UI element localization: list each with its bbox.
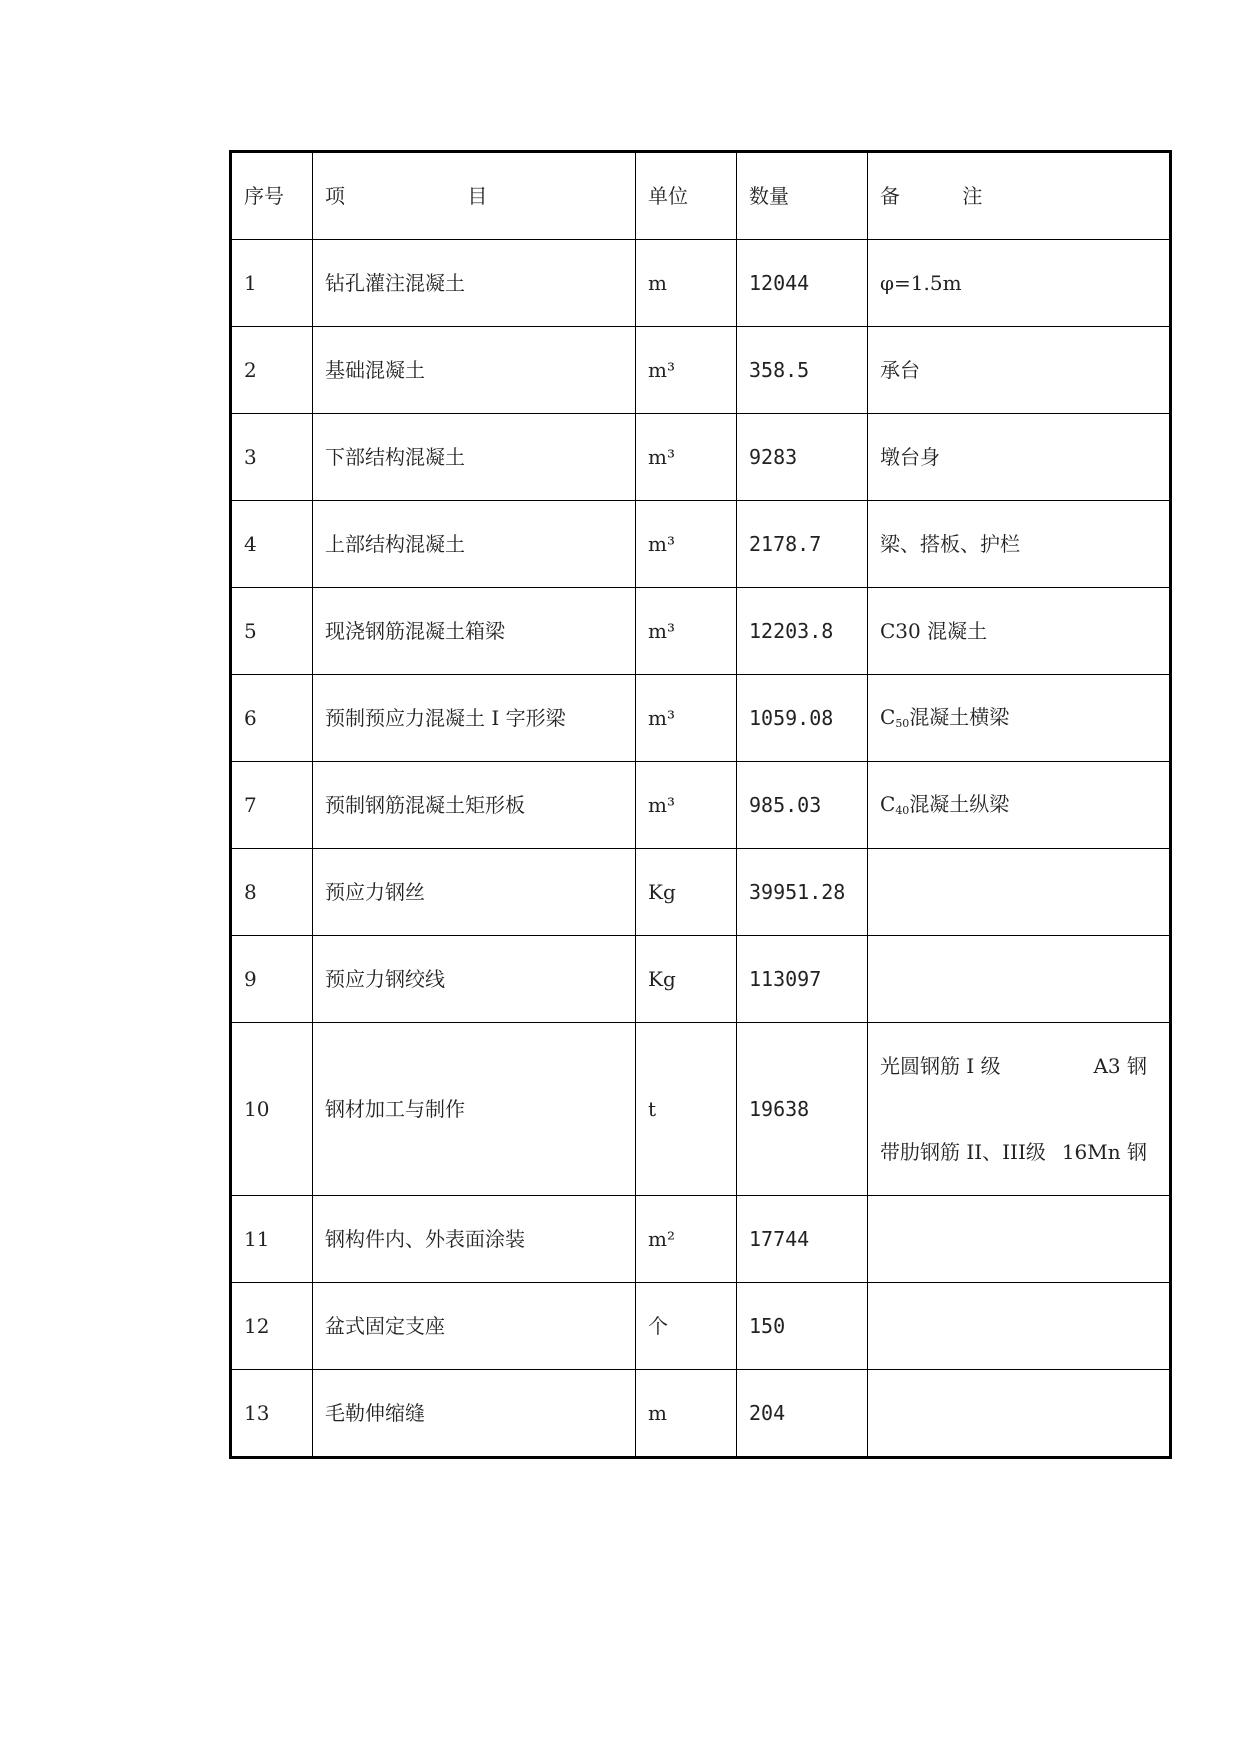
header-note bbox=[868, 152, 1171, 240]
cell-note bbox=[868, 1023, 1171, 1196]
cell-note: 梁、搭板、护栏 bbox=[868, 501, 1171, 588]
note-line bbox=[880, 1109, 1169, 1195]
cell-note bbox=[868, 762, 1171, 849]
table-row bbox=[231, 588, 1171, 675]
cell-note: 墩台身 bbox=[868, 414, 1171, 501]
note-grade-subscript: 50 bbox=[895, 717, 910, 731]
header-note-text: 备 注 bbox=[880, 184, 1011, 208]
table-row bbox=[231, 414, 1171, 501]
cell-no: 1 bbox=[231, 240, 313, 327]
cell-note bbox=[868, 1370, 1171, 1458]
cell-qty: 19638 bbox=[737, 1023, 868, 1196]
cell-qty: 12203.8 bbox=[737, 588, 868, 675]
table-row bbox=[231, 1283, 1171, 1370]
note-text: 混凝土横梁 bbox=[909, 705, 1010, 730]
cell-no: 2 bbox=[231, 327, 313, 414]
header-item-text: 项 目 bbox=[325, 184, 546, 208]
note-grade-prefix: C bbox=[880, 705, 896, 730]
table-row bbox=[231, 762, 1171, 849]
cell-note: φ=1.5m bbox=[868, 240, 1171, 327]
cell-item: 预应力钢绞线 bbox=[313, 936, 636, 1023]
cell-qty: 1059.08 bbox=[737, 675, 868, 762]
cell-no: 13 bbox=[231, 1370, 313, 1458]
cell-no: 12 bbox=[231, 1283, 313, 1370]
cell-unit: Kg bbox=[636, 936, 737, 1023]
table-row bbox=[231, 501, 1171, 588]
cell-item: 毛勒伸缩缝 bbox=[313, 1370, 636, 1458]
cell-qty: 12044 bbox=[737, 240, 868, 327]
note-line bbox=[880, 1023, 1169, 1109]
cell-item: 预应力钢丝 bbox=[313, 849, 636, 936]
note-grade-subscript: 40 bbox=[895, 804, 910, 818]
table-row bbox=[231, 1370, 1171, 1458]
cell-unit: m³ bbox=[636, 501, 737, 588]
cell-no: 5 bbox=[231, 588, 313, 675]
header-qty: 数量 bbox=[737, 152, 868, 240]
table-row bbox=[231, 675, 1171, 762]
table-row bbox=[231, 240, 1171, 327]
cell-note bbox=[868, 936, 1171, 1023]
cell-note bbox=[868, 1283, 1171, 1370]
cell-note bbox=[868, 849, 1171, 936]
table-row bbox=[231, 936, 1171, 1023]
header-row bbox=[231, 152, 1171, 240]
cell-item: 上部结构混凝土 bbox=[313, 501, 636, 588]
cell-item: 预制预应力混凝土 I 字形梁 bbox=[313, 675, 636, 762]
note-line-right: A3 钢 bbox=[1093, 1054, 1147, 1078]
cell-unit: Kg bbox=[636, 849, 737, 936]
note-line-left: 光圆钢筋 I 级 bbox=[880, 1054, 1001, 1078]
cell-note: 承台 bbox=[868, 327, 1171, 414]
note-text: 混凝土纵梁 bbox=[909, 792, 1010, 817]
cell-no: 7 bbox=[231, 762, 313, 849]
cell-item: 预制钢筋混凝土矩形板 bbox=[313, 762, 636, 849]
cell-item: 现浇钢筋混凝土箱梁 bbox=[313, 588, 636, 675]
cell-unit: m³ bbox=[636, 588, 737, 675]
cell-note bbox=[868, 675, 1171, 762]
cell-unit: m³ bbox=[636, 414, 737, 501]
cell-item: 钢构件内、外表面涂装 bbox=[313, 1196, 636, 1283]
cell-item: 钢材加工与制作 bbox=[313, 1023, 636, 1196]
cell-no: 6 bbox=[231, 675, 313, 762]
cell-qty: 358.5 bbox=[737, 327, 868, 414]
cell-note bbox=[868, 1196, 1171, 1283]
header-no: 序号 bbox=[231, 152, 313, 240]
cell-qty: 113097 bbox=[737, 936, 868, 1023]
cell-qty: 985.03 bbox=[737, 762, 868, 849]
header-unit: 单位 bbox=[636, 152, 737, 240]
cell-unit: 个 bbox=[636, 1283, 737, 1370]
cell-no: 11 bbox=[231, 1196, 313, 1283]
cell-no: 4 bbox=[231, 501, 313, 588]
cell-unit: m bbox=[636, 240, 737, 327]
cell-unit: t bbox=[636, 1023, 737, 1196]
engineering-quantity-table bbox=[229, 150, 1172, 1459]
table-row bbox=[231, 1023, 1171, 1196]
cell-unit: m³ bbox=[636, 675, 737, 762]
cell-qty: 204 bbox=[737, 1370, 868, 1458]
cell-no: 8 bbox=[231, 849, 313, 936]
cell-qty: 17744 bbox=[737, 1196, 868, 1283]
cell-no: 10 bbox=[231, 1023, 313, 1196]
cell-unit: m³ bbox=[636, 762, 737, 849]
cell-item: 盆式固定支座 bbox=[313, 1283, 636, 1370]
cell-no: 3 bbox=[231, 414, 313, 501]
cell-qty: 39951.28 bbox=[737, 849, 868, 936]
note-line-left: 带肋钢筋 II、III级 bbox=[880, 1140, 1046, 1164]
cell-item: 钻孔灌注混凝土 bbox=[313, 240, 636, 327]
cell-unit: m³ bbox=[636, 327, 737, 414]
cell-note: C30 混凝土 bbox=[868, 588, 1171, 675]
header-item bbox=[313, 152, 636, 240]
cell-unit: m² bbox=[636, 1196, 737, 1283]
cell-item: 下部结构混凝土 bbox=[313, 414, 636, 501]
cell-qty: 9283 bbox=[737, 414, 868, 501]
cell-unit: m bbox=[636, 1370, 737, 1458]
cell-no: 9 bbox=[231, 936, 313, 1023]
cell-item: 基础混凝土 bbox=[313, 327, 636, 414]
table-row bbox=[231, 327, 1171, 414]
note-line-right: 16Mn 钢 bbox=[1061, 1140, 1147, 1164]
table-row bbox=[231, 1196, 1171, 1283]
cell-qty: 150 bbox=[737, 1283, 868, 1370]
table-row bbox=[231, 849, 1171, 936]
note-multiline bbox=[880, 1023, 1169, 1195]
cell-qty: 2178.7 bbox=[737, 501, 868, 588]
note-grade-prefix: C bbox=[880, 792, 896, 817]
